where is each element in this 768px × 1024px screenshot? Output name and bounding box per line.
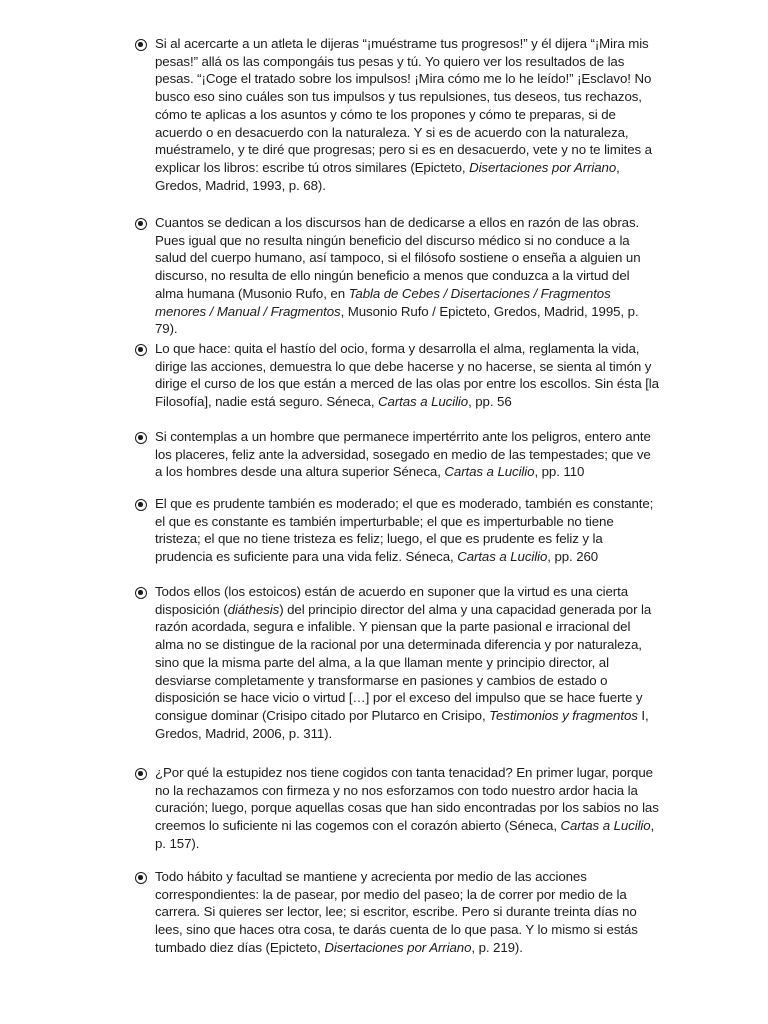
work-title: Disertaciones por Arriano [469,159,617,175]
quote-text: ¿Por qué la estupidez nos tiene cogidos con tanta tenacidad? En primer lugar, porque no la rechazamos con firmeza y no nos esforzamos con todo nuestro ardor hacia la curación; luego, porque aquellas cosas que han sido encontradas por los sabios no las creemos lo suficiente ni las cogemos con el corazón abierto (Séneca, Cartas a Lucilio, p. 157). [155,765,659,851]
quote-text: Lo que hace: quita el hastío del ocio, forma y desarrolla el alma, reglamenta la vida, dirige las acciones, demuestra lo que debe hacerse y no hacerse, se sienta al timón y dirige el curso de los que están a merced de las olas por entre los escollos. Sin ésta [la Filosofía], nadie está seguro. Séneca, Cartas a Lucilio, pp. 56 [155,341,659,410]
quote-item [130,495,660,566]
bullet-icon [135,499,147,511]
work-title: Cartas a Lucilio [560,818,651,834]
quote-item [130,428,660,481]
work-title: Cartas a Lucilio [457,549,548,565]
bullet-icon [135,587,147,599]
bullet-icon [135,344,147,356]
quote-text: El que es prudente también es moderado; el que es moderado, también es constante; el que es constante es también imperturbable; el que es imperturbable no tiene tristeza; el que no tiene tristeza es feliz; luego, el que es prudente es feliz y la prudencia es suficiente para una vida feliz. Séneca, Cartas a Lucilio, pp. 260 [155,496,654,565]
bullet-icon [135,432,147,444]
work-title: Cartas a Lucilio [378,394,469,410]
quote-item [130,583,660,742]
quote-text: Cuantos se dedican a los discursos han de dedicarse a ellos en razón de las obras. Pues igual que no resulta ningún beneficio del discurso médico si no conduce a la salud del cuerpo humano, así tampoco, si el filósofo sostiene o enseña a alguien un discurso, no resulta de ello ningún beneficio a menos que conduzca a la virtud del alma humana (Musonio Rufo, en Tabla de Cebes / Disertaciones / Fragmentos menores / Manual / Fragmentos, Musonio Rufo / Epicteto, Gredos, Madrid, 1995, p. 79). [155,215,641,337]
quote-item [130,35,660,194]
bullet-icon [135,872,147,884]
quote-text: Si al acercarte a un atleta le dijeras “¡muéstrame tus progresos!” y él dijera “¡Mira mis pesas!” allá os las compongáis tus pesas y tú. Yo quiero ver los resultados de las pesas. “¡Coge el tratado sobre los impulsos! ¡Mira cómo me lo he leído!” ¡Esclavo! No busco eso sino cuáles son tus impulsos y tus repulsiones, tus deseos, tus rechazos, cómo te aplicas a los asuntos y cómo te los propones y cómo te preparas, si de acuerdo o en desacuerdo con la naturaleza. Y si es de acuerdo con la naturaleza, muéstramelo, y te diré que progresas; pero si es en desacuerdo, vete y no te limites a explicar los libros: escribe tú otros similares (Epicteto, Disertaciones por Arriano, Gredos, Madrid, 1993, p. 68). [155,36,652,193]
work-title: Tabla de Cebes / Disertaciones / Fragmentos menores / Manual / Fragmentos [155,285,611,319]
bullet-icon [135,39,147,51]
quote-item [130,764,660,853]
quote-item [130,214,660,338]
quote-text: Todo hábito y facultad se mantiene y acrecienta por medio de las acciones correspondientes: la de pasear, por medio del paseo; la de correr por medio de la carrera. Si quieres ser lector, lee; si escritor, escribe. Pero si durante treinta días no lees, sino que haces otra cosa, te darás cuenta de lo que pasa. Y lo mismo si estás tumbado diez días (Epicteto, Disertaciones por Arriano, p. 219). [155,869,638,955]
quote-text: Todos ellos (los estoicos) están de acuerdo en suponer que la virtud es una cierta disposición (diáthesis) del principio director del alma y una capacidad generada por la razón acordada, segura e infalible. Y piensan que la parte pasional e irracional del alma no se distingue de la racional por una determinada diferencia y por naturaleza, sino que la misma parte del alma, a la que llaman mente y principio director, al desviarse completamente y transformarse en pasiones y cambios de estado o disposición se hace vicio o virtud […] por el exceso del impulso que se hace fuerte y consigue dominar (Crisipo citado por Plutarco en Crisipo, Testimonios y fragmentos I, Gredos, Madrid, 2006, p. 311). [155,584,652,741]
work-title: Cartas a Lucilio [444,464,535,480]
bullet-icon [135,218,147,230]
work-title: Disertaciones por Arriano [324,939,472,955]
quote-item [130,340,660,411]
work-title: Testimonios y fragmentos [489,707,638,723]
work-term: diáthesis [227,601,280,617]
quote-item [130,868,660,957]
bullet-icon [135,768,147,780]
quote-text: Si contemplas a un hombre que permanece impertérrito ante los peligros, entero ante los placeres, feliz ante la adversidad, sosegado en medio de las tempestades; que ve a los hombres desde una altura superior Séneca, Cartas a Lucilio, pp. 110 [155,429,651,480]
